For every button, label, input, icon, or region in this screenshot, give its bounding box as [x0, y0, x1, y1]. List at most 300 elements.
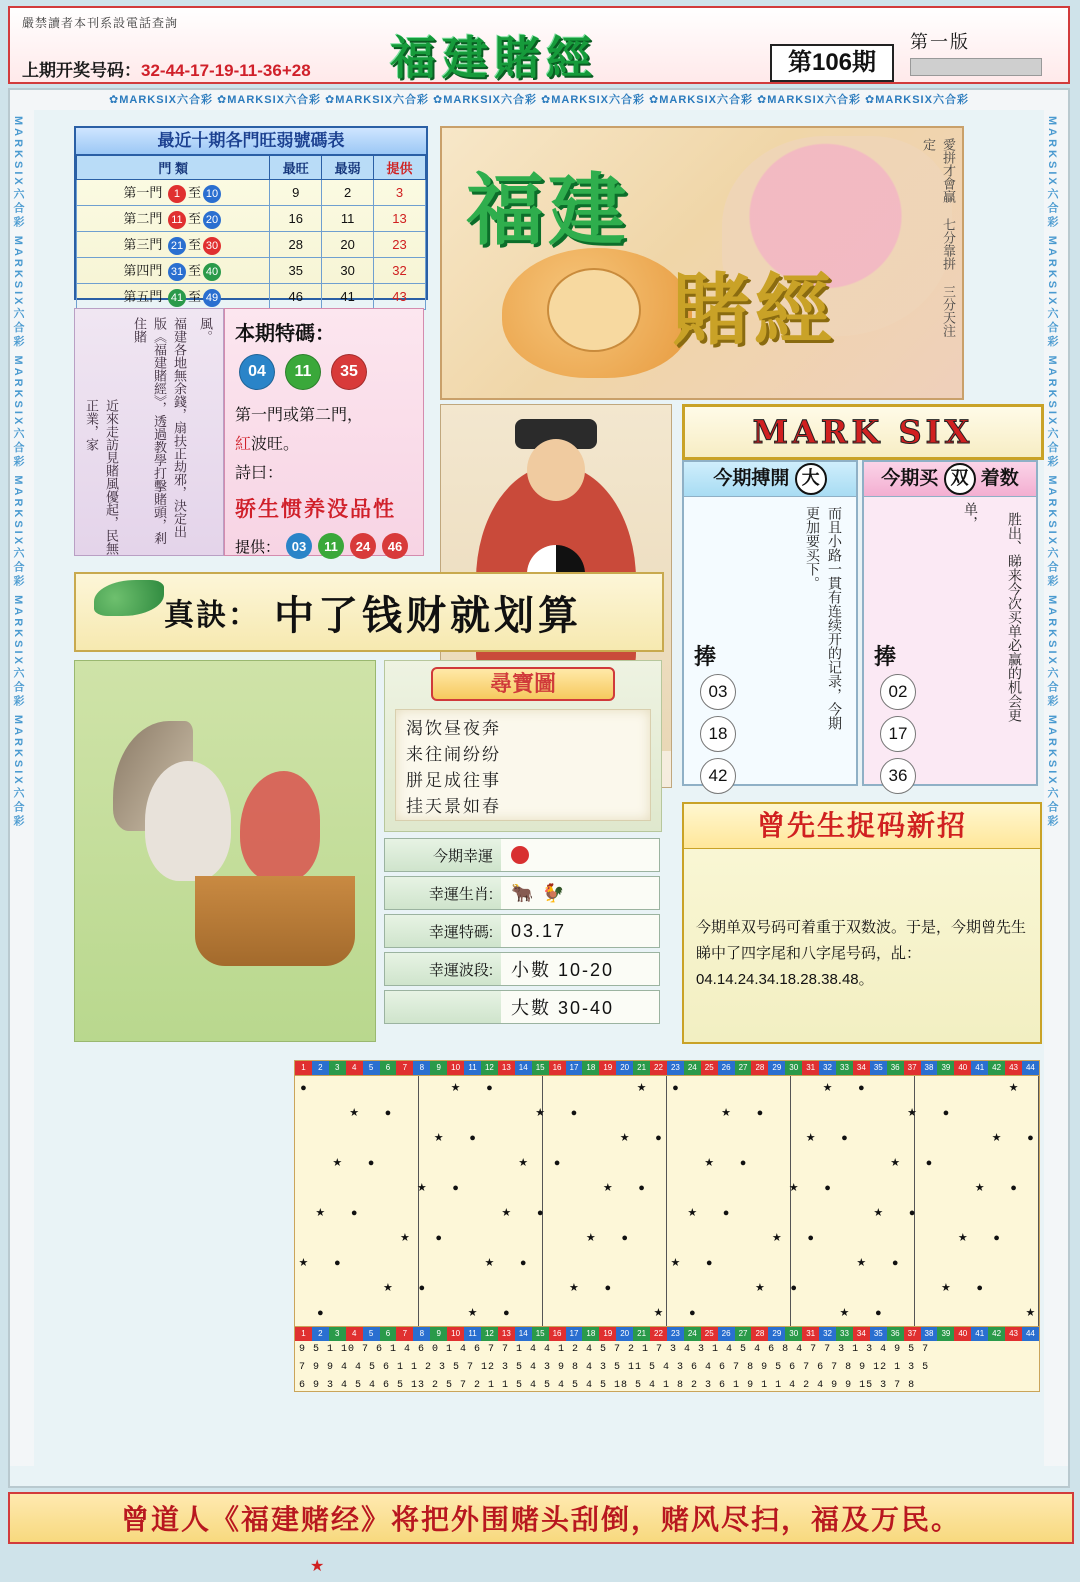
- number-chart-cell: [853, 1301, 870, 1326]
- number-chart-cell: [836, 1176, 853, 1201]
- tema-ball: 11: [285, 354, 321, 390]
- number-chart-cell: ●: [790, 1282, 798, 1294]
- poem-text: 骄生惯养没品性: [235, 498, 396, 521]
- number-chart-col-label: 42: [988, 1327, 1005, 1341]
- number-chart-cell: ●: [722, 1207, 730, 1219]
- col-provide: 提供: [374, 156, 426, 180]
- tema-ball: 35: [331, 354, 367, 390]
- editorial-columns: [74, 308, 224, 556]
- number-chart-cell: [836, 1276, 853, 1301]
- number-chart-cell: [870, 1251, 887, 1276]
- number-chart-cell: [751, 1151, 768, 1176]
- lucky-dot-icon: [511, 846, 529, 864]
- number-chart-cell: [380, 1151, 397, 1176]
- number-chart-cell: [988, 1076, 1005, 1101]
- number-chart-cell: [582, 1076, 599, 1101]
- number-chart-cell: [346, 1276, 363, 1301]
- number-chart-col-label: 41: [971, 1061, 988, 1075]
- number-chart-cell: [701, 1101, 718, 1126]
- number-chart-cell: ●: [452, 1182, 459, 1194]
- range-sep: 至: [187, 237, 201, 252]
- number-chart-cell: ★: [636, 1082, 647, 1094]
- number-chart-col-label: 1: [295, 1061, 312, 1075]
- number-chart-cell: [971, 1301, 988, 1326]
- number-chart-cell: [735, 1226, 752, 1251]
- hot-cell: 35: [270, 258, 322, 284]
- number-chart-cell: [430, 1276, 447, 1301]
- number-chart-cell: [667, 1151, 684, 1176]
- number-chart-cell: [481, 1226, 498, 1251]
- number-chart-cell: [413, 1151, 430, 1176]
- cold-cell: 2: [322, 180, 374, 206]
- number-chart-cell: ★: [856, 1257, 867, 1269]
- number-chart-cell: ●: [672, 1082, 679, 1094]
- tema-section: [74, 308, 424, 556]
- panel-number: 42: [700, 758, 736, 794]
- number-chart-cell: ●: [469, 1132, 476, 1144]
- range-to: 40: [203, 263, 221, 281]
- hot-cell: 9: [270, 180, 322, 206]
- treasure-line: 来往闹纷纷: [406, 745, 501, 764]
- number-chart-col-label: 43: [1005, 1327, 1022, 1341]
- number-chart-cell: [1022, 1101, 1039, 1126]
- number-chart-cell: ●: [536, 1207, 544, 1219]
- number-chart-cell: [363, 1176, 380, 1201]
- number-chart-col-label: 10: [447, 1061, 464, 1075]
- number-chart-cell: [1022, 1226, 1039, 1251]
- number-chart-cell: [904, 1301, 921, 1326]
- number-chart-cell: [650, 1251, 667, 1276]
- number-chart-cell: [718, 1176, 735, 1201]
- table-row: [77, 180, 426, 206]
- number-chart-cell: [785, 1301, 802, 1326]
- number-chart-cell: [295, 1201, 312, 1226]
- tema-provide-label: 提供：: [235, 538, 281, 556]
- number-chart-cell: [481, 1101, 498, 1126]
- number-chart-cell: ★: [754, 1282, 765, 1294]
- number-chart-cell: [1022, 1176, 1039, 1201]
- poster-word-dujing: 賭經: [672, 265, 837, 356]
- number-chart-col-label: 14: [515, 1061, 532, 1075]
- number-chart-cell: [954, 1201, 971, 1226]
- number-chart-cell: [549, 1276, 566, 1301]
- number-chart-cell: [413, 1226, 430, 1251]
- number-chart-tail-row: 6 9 3 4 5 4 6 5 13 2 5 7 2 1 1 5 4 5 4 5 4 5 18 5 4 1 8 2 3 6 1 9 1 1 4 2 4 9 9 15 3 7 8: [299, 1380, 916, 1391]
- number-chart-cell: [802, 1276, 819, 1301]
- panel-open-big-title: [684, 462, 856, 497]
- number-chart-cell: [566, 1251, 583, 1276]
- number-chart-cell: [802, 1301, 819, 1326]
- cold-cell: 30: [322, 258, 374, 284]
- panel-open-big-label: 捧: [694, 644, 717, 669]
- number-chart-row: [295, 1251, 1039, 1276]
- number-chart-cell: [380, 1201, 397, 1226]
- number-chart-col-label: 21: [633, 1327, 650, 1341]
- basket-graphic: [195, 876, 355, 966]
- number-chart-cell: ★: [399, 1232, 410, 1244]
- number-chart-cell: [684, 1101, 701, 1126]
- number-chart-cell: [532, 1226, 549, 1251]
- number-chart-cell: [735, 1076, 752, 1101]
- number-chart-col-label: 2: [312, 1327, 329, 1341]
- table-row: [77, 258, 426, 284]
- number-chart-cell: [701, 1201, 718, 1226]
- number-chart-cell: [684, 1226, 701, 1251]
- number-chart-cell: [836, 1201, 853, 1226]
- number-chart-cell: [633, 1251, 650, 1276]
- number-chart-col-label: 14: [515, 1327, 532, 1341]
- number-chart-cell: [853, 1226, 870, 1251]
- number-chart-cell: [549, 1251, 566, 1276]
- hot-cold-table-title: 最近十期各門旺弱號碼表: [76, 128, 426, 155]
- number-chart-cell: [464, 1251, 481, 1276]
- lucky-value: 03.17: [501, 915, 659, 947]
- number-chart-cell: ★: [940, 1282, 951, 1294]
- poster-word-fujian: 福建: [466, 165, 631, 256]
- number-chart-cell: [329, 1226, 346, 1251]
- zhenjue-value: 中了钱财就划算: [274, 591, 582, 639]
- number-chart-cell: [870, 1176, 887, 1201]
- range-sep: 至: [187, 289, 201, 304]
- number-chart-cell: ●: [317, 1307, 324, 1319]
- number-chart-cell: [701, 1276, 718, 1301]
- number-chart-col-label: 2: [312, 1061, 329, 1075]
- number-chart-cell: [768, 1301, 785, 1326]
- number-chart-cell: [904, 1126, 921, 1151]
- number-chart-cell: [447, 1251, 464, 1276]
- number-chart-cell: [396, 1076, 413, 1101]
- number-chart-col-label: 38: [921, 1061, 938, 1075]
- number-chart-cell: [447, 1301, 464, 1326]
- number-chart-row: [295, 1226, 1039, 1251]
- number-chart-col-label: 34: [853, 1327, 870, 1341]
- number-chart-cell: [921, 1276, 938, 1301]
- provide-ball: 11: [318, 533, 344, 559]
- number-chart-header-bottom: [295, 1327, 1039, 1341]
- number-chart-cell: [549, 1301, 566, 1326]
- number-chart-cell: ●: [384, 1107, 392, 1119]
- number-chart-cell: [768, 1101, 785, 1126]
- number-chart-col-label: 37: [904, 1061, 921, 1075]
- number-chart-cell: ★: [585, 1232, 596, 1244]
- leaf-icon: [94, 580, 164, 616]
- zeng-tips-title: 曾先生捉码新招: [684, 804, 1040, 849]
- masthead-poster: [440, 126, 964, 400]
- tema-line-2-rest: 波旺。: [251, 436, 300, 453]
- number-chart-cell: [346, 1151, 363, 1176]
- number-chart-cell: [836, 1151, 853, 1176]
- number-chart-cell: [329, 1201, 346, 1226]
- number-chart-cell: ★: [704, 1157, 715, 1169]
- number-chart-cell: [937, 1301, 954, 1326]
- number-chart-col-label: 23: [667, 1327, 684, 1341]
- number-chart-cell: ●: [367, 1157, 375, 1169]
- number-chart-cell: [430, 1176, 447, 1201]
- number-chart-cell: [532, 1076, 549, 1101]
- number-chart-cell: [396, 1126, 413, 1151]
- provide-ball: 46: [382, 533, 408, 559]
- number-chart-cell: [396, 1276, 413, 1301]
- number-chart-tail-row: 9 5 1 10 7 6 1 4 6 0 1 4 6 7 7 1 4 4 1 2 4 5 7 2 1 7 3 4 3 1 4 5 4 6 8 4 7 7 3 1 3 4 9 5 7: [299, 1344, 930, 1355]
- number-chart-col-label: 25: [701, 1061, 718, 1075]
- number-chart-cell: [1005, 1101, 1022, 1126]
- number-chart-cell: [971, 1126, 988, 1151]
- number-chart-cell: [447, 1151, 464, 1176]
- panel-buy-double-title-tail: 着数: [980, 468, 1019, 489]
- number-chart-cell: [312, 1151, 329, 1176]
- number-chart-cell: [1005, 1126, 1022, 1151]
- poem-label: 詩曰：: [235, 465, 284, 482]
- number-chart-cell: [363, 1301, 380, 1326]
- number-chart-cell: [380, 1301, 397, 1326]
- number-chart-col-label: 9: [430, 1061, 447, 1075]
- number-chart-cell: ★: [484, 1257, 495, 1269]
- range-sep: 至: [187, 185, 201, 200]
- treasure-line: 渴饮昼夜奔: [406, 719, 501, 738]
- number-chart-cell: [1022, 1276, 1039, 1301]
- gate-label: 第一門: [123, 185, 163, 200]
- number-chart-cell: [921, 1201, 938, 1226]
- number-chart-cell: [718, 1276, 735, 1301]
- number-chart-cell: [498, 1176, 515, 1201]
- number-chart-cell: ●: [891, 1257, 899, 1269]
- lucky-key: 幸運特碼:: [428, 923, 493, 941]
- number-chart-cell: [396, 1201, 413, 1226]
- number-chart-cell: ★: [991, 1132, 1002, 1144]
- number-chart-cell: [718, 1126, 735, 1151]
- number-chart-col-label: 18: [582, 1061, 599, 1075]
- number-chart-cell: [599, 1126, 616, 1151]
- number-chart-cell: [819, 1101, 836, 1126]
- number-chart-cell: [633, 1151, 650, 1176]
- editorial-col-2: 福建各地無余錢，扇扶正劫邪，決定出版《福建賭經》，透過教學打擊賭頭，剎住賭: [132, 317, 187, 545]
- number-chart-cell: ●: [705, 1257, 713, 1269]
- number-chart-cell: [549, 1076, 566, 1101]
- number-chart-row: [295, 1301, 1039, 1326]
- content-area: [36, 112, 1042, 1464]
- number-chart-cell: [566, 1126, 583, 1151]
- number-chart-cell: [802, 1151, 819, 1176]
- provide-cell: 43: [374, 284, 426, 310]
- number-chart-cell: [616, 1101, 633, 1126]
- number-chart-cell: [667, 1276, 684, 1301]
- number-chart-cell: [751, 1176, 768, 1201]
- number-chart-col-label: 26: [718, 1061, 735, 1075]
- hot-cell: 28: [270, 232, 322, 258]
- gate-label: 第三門: [123, 237, 163, 252]
- provide-cell: 32: [374, 258, 426, 284]
- number-chart-cell: ★: [839, 1307, 850, 1319]
- poster-side-text: 愛拼才會贏 七分靠拼 三分天注定: [921, 138, 956, 337]
- range-from: 41: [168, 289, 186, 307]
- col-hot: 最旺: [270, 156, 322, 180]
- number-chart-cell: [701, 1226, 718, 1251]
- number-chart-cell: [582, 1251, 599, 1276]
- number-chart-cell: [988, 1176, 1005, 1201]
- number-chart-cell: [549, 1176, 566, 1201]
- number-chart-cell: [447, 1226, 464, 1251]
- marksix-band-top: ✿MARKSIX六合彩 ✿MARKSIX六合彩 ✿MARKSIX六合彩 ✿MARKSIX六合彩 ✿MARKSIX六合彩 ✿MARKSIX六合彩 ✿MARKSIX六合彩 ✿MARKSIX六合彩: [10, 90, 1068, 110]
- number-chart-cell: ●: [874, 1307, 882, 1319]
- bull-face-graphic: [547, 268, 641, 352]
- number-chart-cell: [836, 1226, 853, 1251]
- editorial-col-3: 近來走訪見賭風優起，民無正業，家: [84, 399, 119, 555]
- range-from: 1: [168, 185, 186, 203]
- number-chart-cell: ★: [298, 1257, 309, 1269]
- number-chart-cell: ●: [333, 1257, 341, 1269]
- number-chart-cell: [751, 1251, 768, 1276]
- number-chart-cell: [566, 1176, 583, 1201]
- number-chart-cell: [954, 1176, 971, 1201]
- number-chart-cell: [819, 1201, 836, 1226]
- number-chart-cell: [616, 1201, 633, 1226]
- number-chart-cell: [396, 1151, 413, 1176]
- number-chart-cell: [498, 1076, 515, 1101]
- number-chart-col-label: 4: [346, 1061, 363, 1075]
- number-chart-cell: [785, 1226, 802, 1251]
- number-chart-cell: ●: [486, 1082, 493, 1094]
- number-chart-cell: [667, 1126, 684, 1151]
- number-chart-col-label: 20: [616, 1061, 633, 1075]
- edition-label: 第一版: [910, 32, 970, 52]
- number-chart-cell: [701, 1076, 718, 1101]
- number-chart-col-label: 40: [954, 1061, 971, 1075]
- gate-label: 第四門: [123, 263, 163, 278]
- table-row: [77, 284, 426, 310]
- number-chart-col-label: 28: [751, 1327, 768, 1341]
- number-chart-col-label: 23: [667, 1061, 684, 1075]
- number-chart-cell: ★: [433, 1132, 444, 1144]
- number-chart-cell: ★: [501, 1207, 512, 1219]
- number-chart-cell: [616, 1301, 633, 1326]
- number-chart-cell: [785, 1126, 802, 1151]
- number-chart-cell: [295, 1276, 312, 1301]
- number-chart-cell: [751, 1226, 768, 1251]
- number-chart-cell: [312, 1251, 329, 1276]
- number-chart-cell: [515, 1201, 532, 1226]
- number-chart-cell: [921, 1301, 938, 1326]
- number-chart-cell: [481, 1301, 498, 1326]
- number-chart-cell: [312, 1176, 329, 1201]
- number-chart-dots: [295, 1075, 1039, 1327]
- number-chart-cell: [633, 1301, 650, 1326]
- number-chart-row: [295, 1126, 1039, 1151]
- number-chart-cell: [650, 1276, 667, 1301]
- provide-ball: 24: [350, 533, 376, 559]
- number-chart-cell: ★: [315, 1207, 326, 1219]
- tema-balls: [239, 354, 413, 390]
- number-chart-col-label: 8: [413, 1327, 430, 1341]
- number-chart-cell: [853, 1176, 870, 1201]
- number-chart-tail-row: 7 9 9 4 4 5 6 1 1 2 3 5 7 12 3 5 4 3 9 8 4 3 5 11 5 4 3 6 4 6 7 8 9 5 6 7 6 7 8 9 12 1 3 5: [299, 1362, 930, 1373]
- number-chart-cell: [329, 1126, 346, 1151]
- number-chart-cell: [532, 1126, 549, 1151]
- number-chart-cell: [1022, 1151, 1039, 1176]
- page-header: [8, 6, 1070, 84]
- number-chart-col-label: 32: [819, 1327, 836, 1341]
- number-chart-cell: [853, 1151, 870, 1176]
- gate-cell: [77, 180, 270, 206]
- number-chart-col-label: 27: [735, 1061, 752, 1075]
- number-chart-cell: ●: [300, 1082, 307, 1094]
- number-chart-cell: [481, 1126, 498, 1151]
- range-sep: 至: [187, 211, 201, 226]
- issue-badge: 第106期: [770, 44, 894, 82]
- number-chart-cell: [887, 1101, 904, 1126]
- number-chart-cell: [887, 1126, 904, 1151]
- number-chart-cell: [954, 1251, 971, 1276]
- treasure-line: 挂天景如春: [406, 797, 501, 816]
- number-chart-cell: ★: [907, 1107, 918, 1119]
- number-chart-cell: [532, 1176, 549, 1201]
- number-chart-col-label: 16: [549, 1061, 566, 1075]
- provide-cell: 13: [374, 206, 426, 232]
- number-chart-cell: [396, 1251, 413, 1276]
- panel-buy-double-numbers: [880, 674, 916, 800]
- number-chart-cell: [971, 1201, 988, 1226]
- number-chart-cell: ●: [807, 1232, 814, 1244]
- number-chart-cell: [312, 1101, 329, 1126]
- number-chart-cell: [346, 1176, 363, 1201]
- number-chart-cell: [718, 1301, 735, 1326]
- number-chart-cell: [650, 1226, 667, 1251]
- number-chart-cell: [329, 1176, 346, 1201]
- hot-cell: 16: [270, 206, 322, 232]
- number-chart-cell: [667, 1101, 684, 1126]
- number-chart-cell: [819, 1251, 836, 1276]
- footer-star-icon: ★: [310, 1558, 325, 1575]
- panel-number: 36: [880, 758, 916, 794]
- number-chart-cell: [988, 1151, 1005, 1176]
- number-chart-cell: [650, 1076, 667, 1101]
- marksix-band-right: [1044, 110, 1068, 1466]
- rooster-illustration: [74, 660, 376, 1042]
- number-chart-cell: [921, 1101, 938, 1126]
- number-chart-cell: [430, 1101, 447, 1126]
- number-chart-cell: [921, 1176, 938, 1201]
- number-chart-cell: [701, 1301, 718, 1326]
- number-chart-cell: [819, 1226, 836, 1251]
- number-chart-cell: [498, 1126, 515, 1151]
- number-chart-cell: [599, 1201, 616, 1226]
- number-chart-cell: ●: [976, 1282, 984, 1294]
- number-chart-cell: ★: [518, 1157, 529, 1169]
- number-chart-cell: [329, 1101, 346, 1126]
- table-row: [77, 232, 426, 258]
- number-chart-cell: [346, 1301, 363, 1326]
- number-chart-cell: [684, 1151, 701, 1176]
- number-chart-cell: [819, 1126, 836, 1151]
- range-to: 20: [203, 211, 221, 229]
- number-chart-cell: [498, 1251, 515, 1276]
- number-chart-cell: [768, 1276, 785, 1301]
- number-chart-cell: [768, 1151, 785, 1176]
- number-chart-cell: ●: [942, 1107, 950, 1119]
- hot-cell: 46: [270, 284, 322, 310]
- range-from: 31: [168, 263, 186, 281]
- zeng-tips-body: 今期单双号码可着重于双数波。于是，今期曾先生睇中了四字尾和八字尾号码，乩：04.14.24.34.18.28.38.48。: [696, 919, 1027, 988]
- number-chart-col-label: 35: [870, 1061, 887, 1075]
- number-chart-cell: [904, 1276, 921, 1301]
- gate-cell: [77, 206, 270, 232]
- number-chart-cell: [650, 1151, 667, 1176]
- number-chart-cell: [904, 1226, 921, 1251]
- number-chart-cell: [954, 1126, 971, 1151]
- number-chart-cell: [718, 1251, 735, 1276]
- number-chart-col-label: 30: [785, 1327, 802, 1341]
- number-chart-cell: [515, 1101, 532, 1126]
- number-chart-col-label: 38: [921, 1327, 938, 1341]
